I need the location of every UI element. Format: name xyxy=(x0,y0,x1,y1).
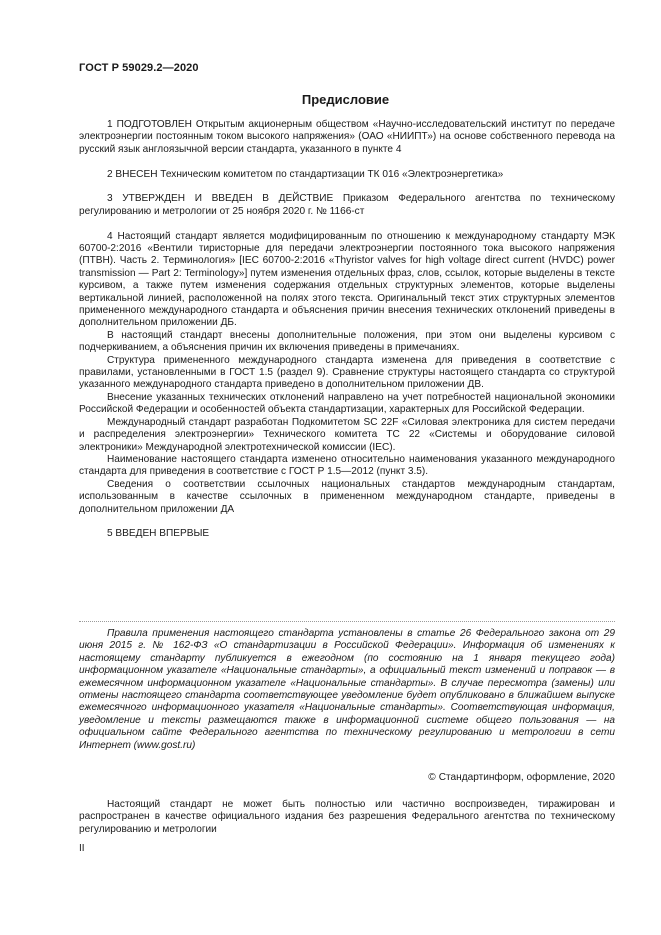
paragraph-introduced: 5 ВВЕДЕН ВПЕРВЫЕ xyxy=(107,528,210,540)
section-divider xyxy=(79,621,615,622)
paragraph-references: Сведения о соответствии ссылочных национальных стандартов международным стандартам, использованным в качестве ссылочных в примененном международном стандарте, приведены в дополнительном приложении ДА xyxy=(79,478,615,515)
reproduction-notice xyxy=(79,799,615,836)
paragraph-approved: 3 УТВЕРЖДЕН И ВВЕДЕН В ДЕЙСТВИЕ Приказом Федерального агентства по техническому регулированию и метрологии от 25 ноября 2020 г. № 1166-ст xyxy=(79,193,615,217)
paragraph-name-change: Наименование настоящего стандарта изменено относительно наименования указанного международного стандарта для приведения в соответствие с ГОСТ Р 1.5—2012 (пункт 3.5). xyxy=(79,453,615,478)
page-title: Предисловие xyxy=(301,92,390,107)
paragraph-submitted: 2 ВНЕСЕН Техническим комитетом по стандартизации ТК 016 «Электроэнергетика» xyxy=(107,168,504,180)
copyright-text: Стандартинформ, оформление, 2020 xyxy=(438,772,615,783)
paragraph-modified: 4 Настоящий стандарт является модифицированным по отношению к международному стандарту МЭК 60700-2:2016 «Вентили тиристорные для передачи электроэнергии постоянного тока высокого напряжения (ПТВН). Часть 2. Терминология» [IEC 60700-2:2016 «Thyristor valves for high voltage direct current (HVDC) power transmission — Part 2: Terminology»] путем изменения отдельных фраз, слов, ссылок, которые выделены в тексте курсивом, а также путем изменения содержания отдельных структурных элементов, которые выделены вертикальной линией, расположенной на полях этого текста. Оригинальный текст этих структурных элементов примененного международного стандарта и объяснения причин внесения технических отклонений приведены в дополнительном приложении ДБ. xyxy=(79,230,615,329)
reproduction-text: Настоящий стандарт не может быть полностью или частично воспроизведен, тиражирован и распространен в качестве официального издания без разрешения Федерального агентства по техническому регулированию и метрологии xyxy=(79,799,615,835)
standard-code: ГОСТ Р 59029.2—2020 xyxy=(79,62,199,74)
copyright-symbol: © xyxy=(428,772,436,783)
paragraph-structure: Структура примененного международного стандарта изменена для приведения в соответствие с правилами, установленными в ГОСТ 1.5 (раздел 9). Сравнение структуры настоящего стандарта со структурой указанного международного стандарта приведено в дополнительном приложении ДВ. xyxy=(79,354,615,391)
notice-text: Правила применения настоящего стандарта установлены в статье 26 Федерального закона от 29 июня 2015 г. № 162-ФЗ «О стандартизации в Российской Федерации». Информация об изменениях к настоящему стандарту публикуется в ежегодном (по состоянию на 1 января текущего года) информационном указателе «Национальные стандарты», а официальный текст изменений и поправок — в ежемесячном информационном указателе «Национальные стандарты». В случае пересмотра (замены) или отмены настоящего стандарта соответствующее уведомление будет опубликовано в ближайшем выпуске ежемесячного информационного указателя «Национальные стандарты». Соответствующая информация, уведомление и тексты размещаются также в информационной системе общего пользования — на официальном сайте Федерального агентства по техническому регулированию и метрологии в сети Интернет (www.gost.ru) xyxy=(79,628,615,751)
copyright-line xyxy=(428,772,615,783)
paragraph-prepared: 1 ПОДГОТОВЛЕН Открытым акционерным обществом «Научно-исследовательский институт по передаче электроэнергии постоянным током высокого напряжения» (ОАО «НИИПТ») на основе собственного перевода на русский язык англоязычной версии стандарта, указанного в пункте 4 xyxy=(79,119,615,155)
legal-notice xyxy=(79,628,615,752)
paragraph-additions: В настоящий стандарт внесены дополнительные положения, при этом они выделены курсивом с подчеркиванием, а объяснения причин их включения приведены в примечаниях. xyxy=(79,329,615,354)
page-number: II xyxy=(79,843,85,854)
foreword-body xyxy=(79,119,615,541)
paragraph-deviations: Внесение указанных технических отклонений направлено на учет потребностей национальной экономики Российской Федерации и особенностей объекта стандартизации, характерных для Российской Федерации. xyxy=(79,391,615,416)
paragraph-developer: Международный стандарт разработан Подкомитетом SC 22F «Силовая электроника для систем передачи и распределения электроэнергии» Технического комитета ТС 22 «Системы и оборудование силовой электроники» Международной электротехнической комиссии (IEC). xyxy=(79,416,615,453)
